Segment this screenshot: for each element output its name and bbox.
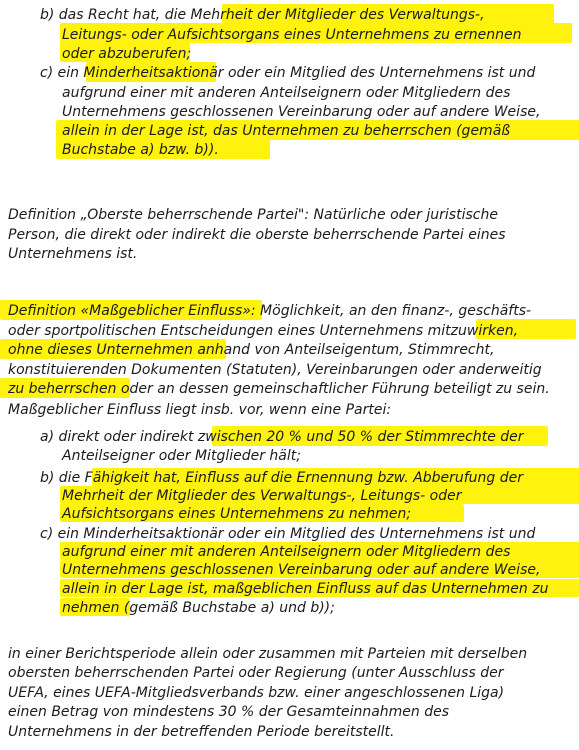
closing-paragraph-line: einen Betrag von mindestens 30 % der Gesamteinnahmen des — [8, 704, 450, 720]
list-item-c-line: Buchstabe a) bzw. b)). — [62, 142, 219, 158]
definition-paragraph-line: Person, die direkt oder indirekt die oberste beherrschende Partei eines — [8, 227, 506, 243]
definition-paragraph-line: konstituierenden Dokumenten (Statuten), Vereinbarungen oder anderweitig — [8, 362, 542, 378]
list-item-c-line: Unternehmens geschlossenen Vereinbarung oder auf andere Weise, — [62, 562, 541, 578]
list-item-b-line: Mehrheit der Mitglieder des Verwaltungs-, Leitungs- oder — [62, 488, 462, 504]
list-item-b-line: b) die Fähigkeit hat, Einfluss auf die Ernennung bzw. Abberufung der — [40, 470, 524, 486]
list-item-b-line: Aufsichtsorgans eines Unternehmens zu nehmen; — [62, 506, 412, 522]
list-item-c-line: aufgrund einer mit anderen Anteilseignern oder Mitgliedern des — [62, 544, 511, 560]
list-item-c-line: nehmen (gemäß Buchstabe a) und b)); — [62, 600, 335, 616]
closing-paragraph-line: Unternehmens in der betreffenden Periode bereitstellt. — [8, 724, 395, 740]
list-item-b-line: oder abzuberufen; — [62, 46, 192, 62]
definition-paragraph-line: Unternehmens ist. — [8, 246, 138, 262]
list-item-c-line: c) ein Minderheitsaktionär oder ein Mitglied des Unternehmens ist und — [40, 526, 536, 542]
list-item-c-line: c) ein Minderheitsaktionär oder ein Mitglied des Unternehmens ist und — [40, 65, 536, 81]
definition-paragraph-line: ohne dieses Unternehmen anhand von Anteilseigentum, Stimmrecht, — [8, 342, 495, 358]
closing-paragraph-line: obersten beherrschenden Partei oder Regierung (unter Ausschluss der — [8, 665, 504, 681]
definition-paragraph-line: oder sportpolitischen Entscheidungen eines Unternehmens mitzuwirken, — [8, 323, 519, 339]
list-item-a-line: Anteilseigner oder Mitglieder hält; — [62, 448, 301, 464]
definition-paragraph-line: Maßgeblicher Einfluss liegt insb. vor, wenn eine Partei: — [8, 402, 392, 418]
closing-paragraph-line: UEFA, eines UEFA-Mitgliedsverbands bzw. einer angeschlossenen Liga) — [8, 685, 505, 701]
definition-paragraph-line: zu beherrschen oder an dessen gemeinschaftlicher Führung beteiligt zu sein. — [8, 381, 550, 397]
list-item-a-line: a) direkt oder indirekt zwischen 20 % und 50 % der Stimmrechte der — [40, 429, 524, 445]
list-item-b-line: Leitungs- oder Aufsichtsorgans eines Unternehmens zu ernennen — [62, 27, 522, 43]
list-item-c-line: allein in der Lage ist, maßgeblichen Einfluss auf das Unternehmen zu — [62, 581, 549, 597]
list-item-c-line: aufgrund einer mit anderen Anteilseignern oder Mitgliedern des — [62, 85, 511, 101]
list-item-c-line: allein in der Lage ist, das Unternehmen zu beherrschen (gemäß — [62, 123, 511, 139]
list-item-c-line: Unternehmens geschlossenen Vereinbarung oder auf andere Weise, — [62, 104, 541, 120]
definition-paragraph-line: Definition „Oberste beherrschende Partei": Natürliche oder juristische — [8, 207, 498, 223]
list-item-b-line: b) das Recht hat, die Mehrheit der Mitglieder des Verwaltungs-, — [40, 7, 485, 23]
closing-paragraph-line: in einer Berichtsperiode allein oder zusammen mit Parteien mit derselben — [8, 646, 528, 662]
definition-paragraph-line: Definition «Maßgeblicher Einfluss»: Möglichkeit, an den finanz-, geschäfts- — [8, 303, 532, 319]
